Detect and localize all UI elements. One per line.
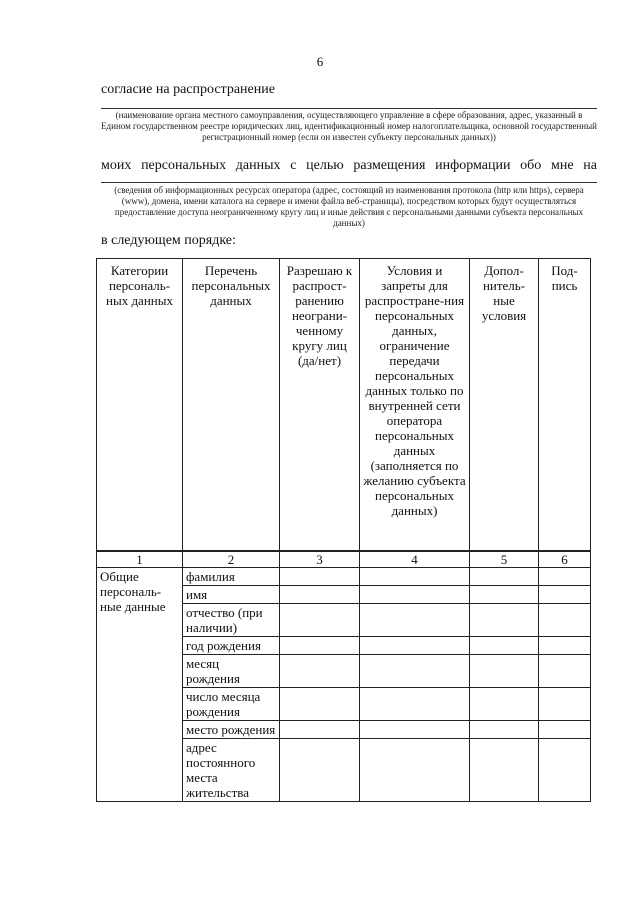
column-number: 1 xyxy=(97,551,183,568)
purpose-word: целью xyxy=(306,158,344,173)
purpose-word: размещения xyxy=(353,158,426,173)
consent-table xyxy=(96,258,591,802)
cell-signature[interactable] xyxy=(539,721,591,739)
header-categories: Категории персональ-ных данных xyxy=(97,259,183,552)
purpose-word: персональных xyxy=(141,158,227,173)
field-patronymic: отчество (при наличии) xyxy=(183,604,280,637)
purpose-word: данных xyxy=(235,158,281,173)
table-header-row xyxy=(97,259,591,552)
field-birth-year: год рождения xyxy=(183,637,280,655)
cell-additional[interactable] xyxy=(470,568,539,586)
cell-permission[interactable] xyxy=(280,739,360,802)
cell-permission[interactable] xyxy=(280,586,360,604)
cell-conditions[interactable] xyxy=(360,688,470,721)
cell-conditions[interactable] xyxy=(360,568,470,586)
field-name: имя xyxy=(183,586,280,604)
cell-additional[interactable] xyxy=(470,721,539,739)
purpose-word: моих xyxy=(101,158,132,173)
column-number: 3 xyxy=(280,551,360,568)
cell-signature[interactable] xyxy=(539,637,591,655)
field-birth-month: месяц рождения xyxy=(183,655,280,688)
field-surname: фамилия xyxy=(183,568,280,586)
field-birth-place: место рождения xyxy=(183,721,280,739)
purpose-word: с xyxy=(290,158,297,173)
category-general: Общие персональ-ные данные xyxy=(97,568,183,802)
cell-additional[interactable] xyxy=(470,688,539,721)
page-number: 6 xyxy=(316,54,324,69)
cell-conditions[interactable] xyxy=(360,655,470,688)
cell-signature[interactable] xyxy=(539,568,591,586)
cell-conditions[interactable] xyxy=(360,637,470,655)
purpose-word: обо xyxy=(520,158,542,173)
organ-note: (наименование органа местного самоуправления, осуществляющего управление в сфере образования, адрес, указанный в Едином государственном реестре юридических лиц, идентификационный номер налогоплательщика, основной государственный регистрационный номер (если он известен субъекту персональных данных)) xyxy=(101,110,597,142)
column-number: 5 xyxy=(470,551,539,568)
cell-signature[interactable] xyxy=(539,688,591,721)
cell-additional[interactable] xyxy=(470,739,539,802)
column-number-row xyxy=(97,551,591,568)
order-text: в следующем порядке: xyxy=(101,233,236,248)
consent-title: согласие на распространение xyxy=(101,82,275,97)
cell-permission[interactable] xyxy=(280,604,360,637)
resources-note: (сведения об информационных ресурсах оператора (адрес, состоящий из наименования протокола (http или https), сервера (www), домена, имени каталога на сервере и имени файла веб-страницы), посредством которых будут осуществляться предоставление доступа неограниченному кругу лиц и иные действия с персональными данными субъекта персональных данных) xyxy=(114,185,584,228)
cell-conditions[interactable] xyxy=(360,739,470,802)
organ-fill-line xyxy=(101,108,597,109)
cell-additional[interactable] xyxy=(470,604,539,637)
cell-permission[interactable] xyxy=(280,688,360,721)
resources-fill-line xyxy=(101,182,597,183)
purpose-word: информации xyxy=(435,158,511,173)
cell-conditions[interactable] xyxy=(360,604,470,637)
column-number: 2 xyxy=(183,551,280,568)
header-permission: Разрешаю к распрост-ранению неограни-ченному кругу лиц (да/нет) xyxy=(280,259,360,552)
header-signature: Под-пись xyxy=(539,259,591,552)
purpose-word: мне xyxy=(551,158,574,173)
field-address: адрес постоянного места жительства xyxy=(183,739,280,802)
table-row xyxy=(97,568,591,586)
cell-conditions[interactable] xyxy=(360,721,470,739)
field-birth-day: число месяца рождения xyxy=(183,688,280,721)
cell-conditions[interactable] xyxy=(360,586,470,604)
cell-signature[interactable] xyxy=(539,739,591,802)
cell-signature[interactable] xyxy=(539,604,591,637)
header-additional: Допол-нитель-ные условия xyxy=(470,259,539,552)
cell-permission[interactable] xyxy=(280,637,360,655)
purpose-line xyxy=(101,158,597,174)
cell-signature[interactable] xyxy=(539,586,591,604)
header-data-list: Перечень персональных данных xyxy=(183,259,280,552)
cell-permission[interactable] xyxy=(280,655,360,688)
cell-permission[interactable] xyxy=(280,568,360,586)
column-number: 4 xyxy=(360,551,470,568)
cell-permission[interactable] xyxy=(280,721,360,739)
cell-additional[interactable] xyxy=(470,586,539,604)
column-number: 6 xyxy=(539,551,591,568)
cell-additional[interactable] xyxy=(470,637,539,655)
header-conditions: Условия и запреты для распростране-ния персональных данных, ограничение передачи персональных данных только по внутренней сети оператора персональных данных (заполняется по желанию субъекта персональных данных) xyxy=(360,259,470,552)
purpose-word: на xyxy=(583,158,597,173)
cell-additional[interactable] xyxy=(470,655,539,688)
cell-signature[interactable] xyxy=(539,655,591,688)
